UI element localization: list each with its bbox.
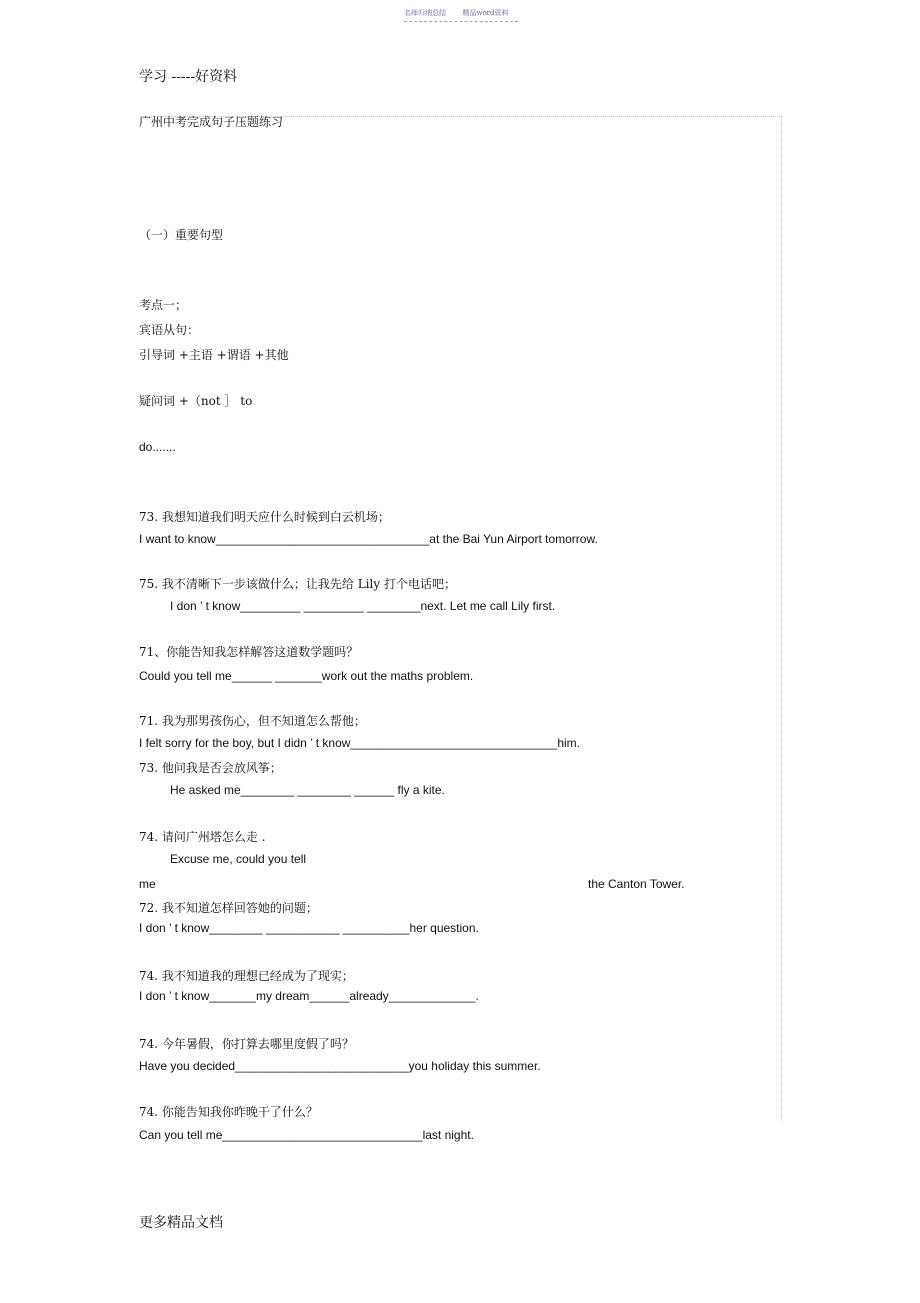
doc-title: 广州中考完成句子压题练习 (139, 115, 284, 129)
exercise-sentence: Could you tell me______ _______work out the maths problem. (139, 669, 474, 683)
exercise-prompt: 71. 我为那男孩伤心，但不知道怎么帮他； (139, 714, 366, 728)
kaodian-pattern-2: 疑问词 +（not ］ to (139, 394, 253, 408)
exercise-sentence: I don ’ t know________ ___________ __________her question. (139, 921, 479, 935)
exercise-prompt: 73. 我想知道我们明天应什么时候到白云机场； (139, 510, 390, 524)
page-footer: 更多精品文档 (139, 1215, 223, 1231)
exercise-prompt: 74. 今年暑假，你打算去哪里度假了吗？ (139, 1037, 354, 1051)
exercise-sentence: Have you decided__________________________you holiday this summer. (139, 1059, 541, 1073)
header-left-text: 名师归纳总结 (404, 9, 446, 17)
exercise-prompt: 75. 我不清晰下一步该做什么；让我先给 Lily 打个电话吧； (139, 577, 456, 591)
page-title: 学习 -----好资料 (139, 69, 238, 85)
kaodian-label: 考点一； (139, 298, 188, 312)
exercise-sentence: He asked me________ ________ ______ fly a kite. (170, 783, 445, 797)
exercise-sentence: I don ’ t know_________ _________ ________next. Let me call Lily first. (170, 599, 556, 613)
exercise-prompt: 74. 你能告知我你昨晚干了什么？ (139, 1105, 318, 1119)
exercise-prompt: 71、你能告知我怎样解答这道数学题吗？ (139, 645, 359, 659)
exercise-sentence: Can you tell me______________________________last night. (139, 1128, 474, 1142)
kaodian-pattern-1: 引导词 +主语 +谓语 +其他 (139, 348, 289, 362)
page-header (404, 8, 518, 22)
exercise-sentence: I want to know________________________________at the Bai Yun Airport tomorrow. (139, 532, 598, 546)
exercise-prompt: 72. 我不知道怎样回答她的问题； (139, 901, 318, 915)
exercise-sentence: Excuse me, could you tell (170, 852, 307, 866)
kaodian-topic: 宾语从句： (139, 323, 200, 337)
exercise-prompt: 73. 他问我是否会放风筝； (139, 761, 282, 775)
section-heading: （一）重要句型 (139, 228, 224, 242)
exercise-prompt: 74. 请问广州塔怎么走 . (139, 830, 266, 844)
header-right-text: 精品word资料 (462, 9, 509, 17)
frame-right-border (781, 116, 782, 1122)
exercise-prompt: 74. 我不知道我的理想已经成为了现实； (139, 969, 354, 983)
exercise-sentence: I don ’ t know_______my dream______already_____________. (139, 989, 479, 1003)
kaodian-pattern-3: do....... (139, 440, 176, 454)
exercise-sentence-continuation: me (139, 877, 156, 891)
exercise-sentence-ending: the Canton Tower. (588, 877, 685, 891)
header-divider (404, 21, 518, 22)
exercise-sentence: I felt sorry for the boy, but I didn ’ t know_______________________________him. (139, 736, 580, 750)
